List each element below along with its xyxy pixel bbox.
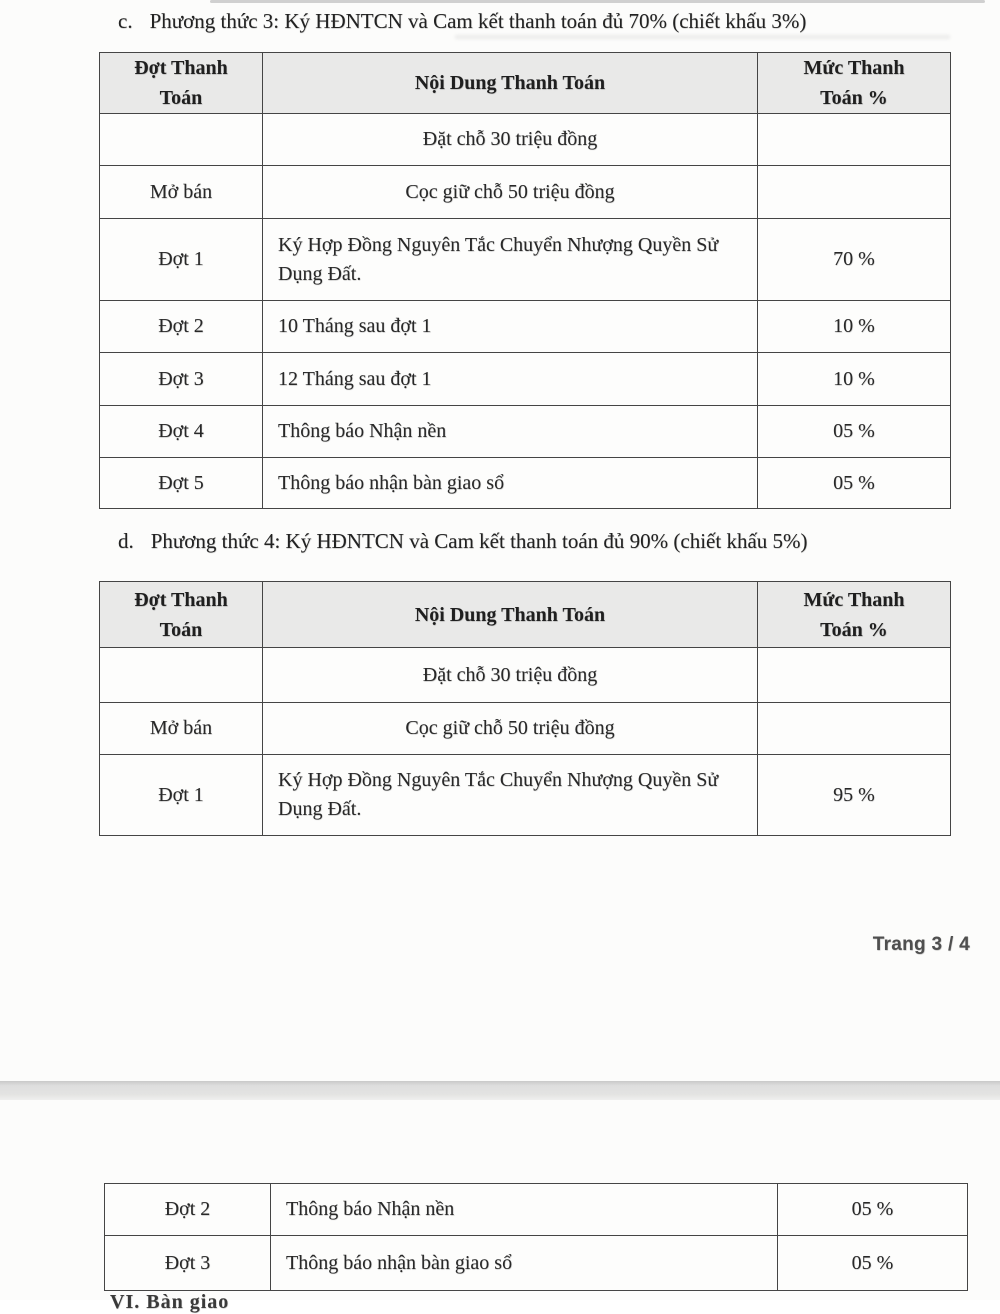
content-cell: Thông báo nhận bàn giao sổ [263, 458, 758, 509]
stage-cell: Đợt 2 [105, 1184, 271, 1236]
percent-cell: 05 % [778, 1236, 968, 1291]
column-header-line: Toán [159, 618, 203, 641]
content-cell: Cọc giữ chỗ 50 triệu đồng [263, 166, 758, 219]
content-cell: 10 Tháng sau đợt 1 [263, 301, 758, 353]
table-row [100, 166, 951, 219]
percent-cell [758, 166, 951, 219]
stage-cell: Đợt 5 [100, 458, 263, 509]
page-number: Trang 3 / 4 [872, 934, 970, 955]
content-cell: Cọc giữ chỗ 50 triệu đồng [263, 703, 758, 755]
cut-off-text-fragment [110, 1291, 450, 1313]
table-row [100, 406, 951, 458]
stage-cell: Đợt 4 [100, 406, 263, 458]
percent-cell: 10 % [758, 301, 951, 353]
percent-cell: 05 % [778, 1184, 968, 1236]
column-header-stage [100, 53, 263, 114]
table-row [105, 1184, 968, 1236]
percent-cell [758, 648, 951, 703]
content-cell: Đặt chỗ 30 triệu đồng [263, 648, 758, 703]
stage-cell: Đợt 3 [105, 1236, 271, 1291]
payment-table-continued [104, 1183, 968, 1291]
cut-off-text: VI. Bàn giao [110, 1291, 230, 1313]
stage-cell: Đợt 1 [100, 755, 263, 836]
table-row [100, 458, 951, 509]
percent-cell [758, 703, 951, 755]
percent-cell [758, 114, 951, 166]
page-separator-band [0, 1081, 1000, 1100]
column-header-line: Nội Dung Thanh Toán [414, 72, 606, 94]
table-row [105, 1236, 968, 1291]
heading-text: Phương thức 4: Ký HĐNTCN và Cam kết thanh toán đủ 90% (chiết khấu 5%) [150, 529, 808, 553]
table-row [100, 301, 951, 353]
payment-table-method-3 [99, 52, 951, 509]
table-header-row [100, 53, 951, 114]
stage-cell: Đợt 3 [100, 353, 263, 406]
percent-cell: 70 % [758, 219, 951, 301]
content-cell: Ký Hợp Đồng Nguyên Tắc Chuyển Nhượng Quyền Sử Dụng Đất. [263, 755, 758, 836]
heading-method-3 [118, 9, 806, 34]
column-header-line: Đợt Thanh [134, 57, 228, 79]
table-row [100, 703, 951, 755]
column-header-line: Toán [159, 87, 203, 109]
heading-letter: d. [118, 529, 134, 553]
column-header-content [263, 582, 758, 648]
content-cell: Ký Hợp Đồng Nguyên Tắc Chuyển Nhượng Quyền Sử Dụng Đất. [263, 219, 758, 301]
column-header-percent [758, 582, 951, 648]
table-row [100, 114, 951, 166]
stage-cell [100, 114, 263, 166]
content-cell: 12 Tháng sau đợt 1 [263, 353, 758, 406]
column-header-line: Đợt Thanh [134, 588, 228, 611]
column-header-percent [758, 53, 951, 114]
column-header-stage [100, 582, 263, 648]
scan-artifact-smudge [455, 35, 950, 39]
content-cell: Đặt chỗ 30 triệu đồng [263, 114, 758, 166]
column-header-line: Toán % [820, 87, 888, 109]
percent-cell: 05 % [758, 458, 951, 509]
stage-cell: Đợt 2 [100, 301, 263, 353]
column-header-line: Mức Thanh [803, 588, 905, 611]
content-cell: Thông báo Nhận nền [271, 1184, 778, 1236]
column-header-line: Nội Dung Thanh Toán [414, 603, 606, 626]
content-cell: Thông báo Nhận nền [263, 406, 758, 458]
payment-table-method-4 [99, 581, 951, 836]
column-header-line: Mức Thanh [803, 57, 905, 79]
table-row [100, 648, 951, 703]
stage-cell: Đợt 1 [100, 219, 263, 301]
stage-cell: Mở bán [100, 166, 263, 219]
column-header-content [263, 53, 758, 114]
table-header-row [100, 582, 951, 648]
content-cell: Thông báo nhận bàn giao sổ [271, 1236, 778, 1291]
scan-artifact-top-edge [210, 0, 985, 3]
heading-method-4 [118, 529, 808, 554]
table-row [100, 353, 951, 406]
stage-cell [100, 648, 263, 703]
stage-cell: Mở bán [100, 703, 263, 755]
percent-cell: 95 % [758, 755, 951, 836]
table-row [100, 219, 951, 301]
percent-cell: 10 % [758, 353, 951, 406]
percent-cell: 05 % [758, 406, 951, 458]
column-header-line: Toán % [820, 618, 888, 641]
heading-text: Phương thức 3: Ký HĐNTCN và Cam kết thanh toán đủ 70% (chiết khấu 3%) [149, 9, 807, 33]
heading-letter: c. [118, 9, 133, 33]
table-row [100, 755, 951, 836]
